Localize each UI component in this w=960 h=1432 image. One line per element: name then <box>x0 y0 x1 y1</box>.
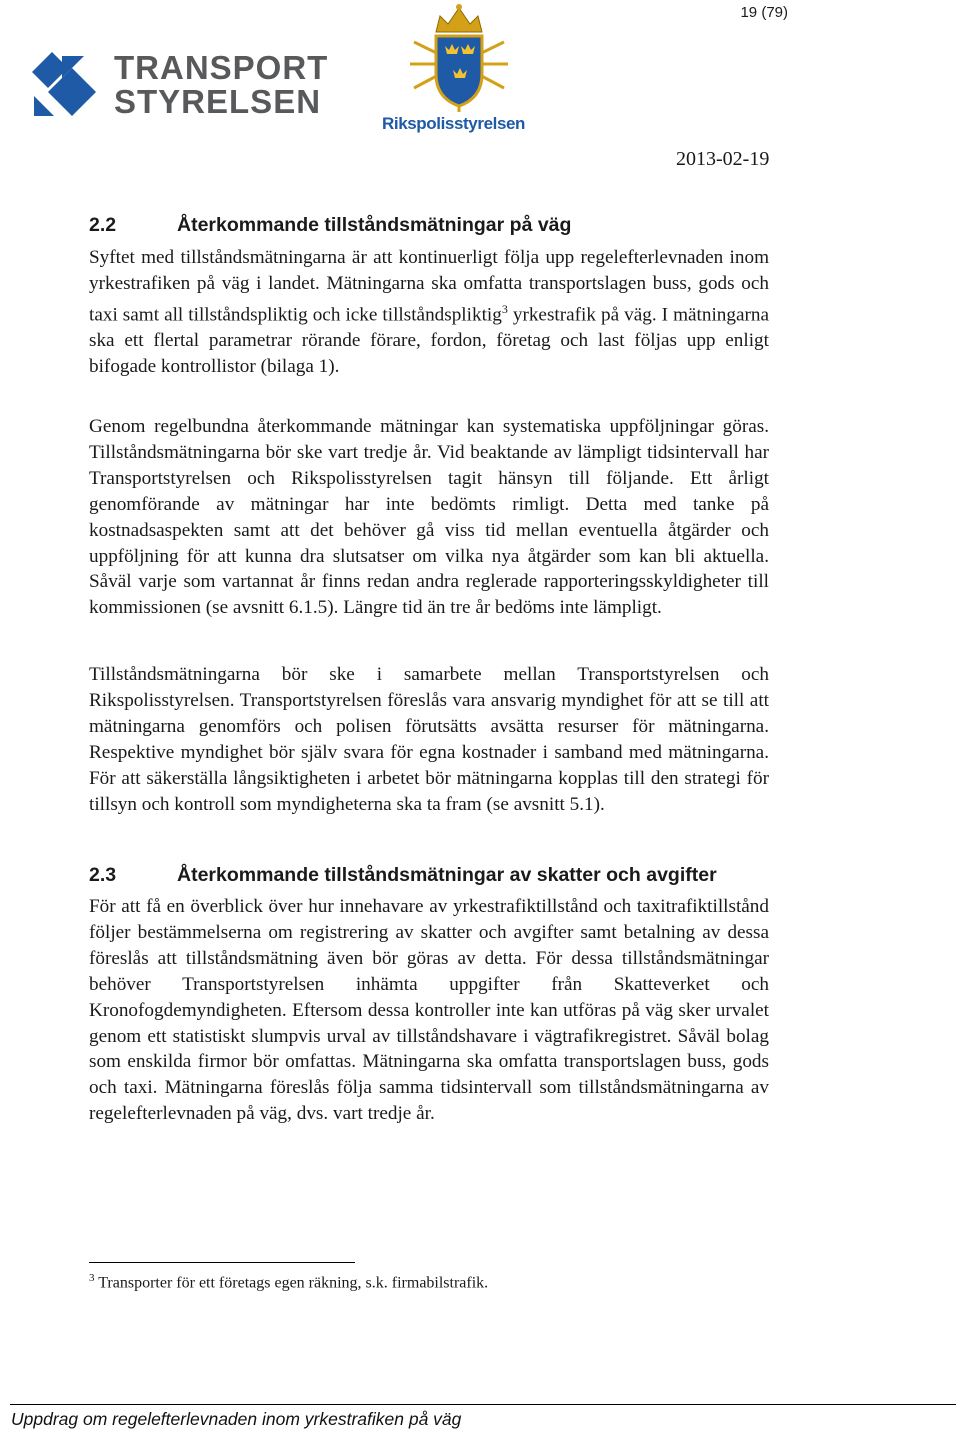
footnote-marker: 3 <box>89 1272 95 1284</box>
section-number: 2.2 <box>89 214 117 236</box>
footer-divider <box>10 1404 956 1405</box>
section-2-3-paragraph-1 <box>89 894 769 1127</box>
rikspolisstyrelsen-name: Rikspolisstyrelsen <box>382 114 526 133</box>
section-2-2-paragraph-1 <box>89 245 769 380</box>
paragraph-text: Genom regelbundna återkommande mätningar kan systematiska uppföljningar göras. Tillståndsmätningarna bör ske vart tredje år. Vid beaktande av lämpligt tidsintervall har Transportstyrelsen och Rikspolisstyrelsen tagit hänsyn till följande. Ett årligt genomförande av mätningar har inte bedömts rimligt. Detta med tanke på kostnadsaspekten samt att det behöver gå viss tid mellan eventuella åtgärder och uppföljning för att kunna dra slutsatser om vilka nya åtgärder som kan bli aktuella. Såväl varje som vartannat år finns redan andra reglerade rapporteringsskyldigheter till kommissionen (se avsnitt 6.1.5). Längre tid än tre år bedöms inte lämpligt. <box>89 416 769 619</box>
footnote-reference: 3 <box>501 301 508 316</box>
transportstyrelsen-logo <box>32 49 329 122</box>
section-title: Återkommande tillståndsmätningar av skatter och avgifter <box>177 864 717 886</box>
paragraph-text: För att få en överblick över hur innehavare av yrkestrafiktillstånd och taxitrafiktillstånd följer bestämmelserna om registrering av skatter och avgifter samt betalning av dessa föreslås att tillståndsmätning även bör göras av detta. För dessa tillståndsmätningar behöver Transportstyrelsen inhämta uppgifter från Skatteverket och Kronofogdemyndigheten. Eftersom dessa kontroller inte kan utföras på väg sker urvalet genom ett statistiskt slumpvis urval av tillståndshavare i vägtrafikregistret. Såväl bolag som enskilda firmor bör omfattas. Mätningarna ska omfatta transportslagen buss, gods och taxi. Mätningarna föreslås följa samma tidsintervall som tillståndsmätningarna av regelefterlevnaden på väg, dvs. vart tredje år. <box>89 896 769 1125</box>
section-2-2-paragraph-2 <box>89 414 769 621</box>
transportstyrelsen-mark-icon <box>32 52 100 116</box>
logo-line-styrelsen: STYRELSEN <box>114 83 322 120</box>
section-number: 2.3 <box>89 864 117 886</box>
footnote <box>89 1272 488 1292</box>
page-number: 19 (79) <box>740 4 788 21</box>
footnote-divider <box>89 1262 355 1263</box>
section-2-3-heading <box>89 864 717 887</box>
section-2-2-paragraph-3 <box>89 662 769 817</box>
footer-title: Uppdrag om regelefterlevnaden inom yrkestrafiken på väg <box>11 1409 462 1429</box>
section-title: Återkommande tillståndsmätningar på väg <box>177 214 572 236</box>
paragraph-text: yrkestrafik på väg. I mätningarna ska ett flertal parametrar rörande förare, fordon, företag och last följas upp enligt bifogade kontrollistor (bilaga 1). <box>89 304 769 378</box>
paragraph-text: Syftet med tillståndsmätningarna är att kontinuerligt följa upp regelefterlevnaden inom yrkestrafiken på väg i landet. Mätningarna ska omfatta transportslagen buss, gods och taxi samt all tillståndspliktig och icke tillståndspliktig <box>89 247 769 326</box>
document-date: 2013-02-19 <box>676 148 770 170</box>
police-crest-icon <box>384 2 534 114</box>
section-2-2-heading <box>89 214 571 237</box>
footnote-text: Transporter för ett företags egen räkning, s.k. firmabilstrafik. <box>94 1274 489 1292</box>
rikspolisstyrelsen-emblem <box>384 2 534 114</box>
paragraph-text: Tillståndsmätningarna bör ske i samarbete mellan Transportstyrelsen och Rikspolisstyrelsen. Transportstyrelsen föreslås vara ansvarig myndighet för att se till att mätningarna genomförs och polisen förutsätts avsätta resurser för mätningarna. Respektive myndighet bör själv svara för egna kostnader i samband med mätningarna. För att säkerställa långsiktigheten i arbetet bör mätningarna kopplas till den strategi för tillsyn och kontroll som myndigheterna ska ta fram (se avsnitt 5.1). <box>89 664 769 815</box>
logo-line-transport: TRANSPORT <box>114 49 329 86</box>
